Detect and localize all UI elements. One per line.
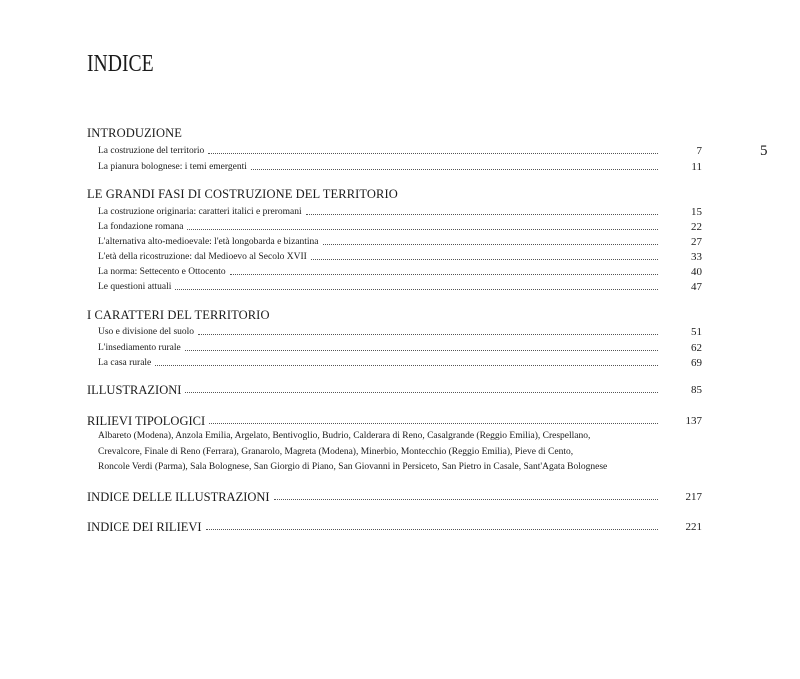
section-heading-indice-rilievi: INDICE DEI RILIEVI: [87, 520, 202, 534]
leader-dots: [311, 259, 658, 260]
toc-entry-page: 11: [691, 161, 702, 173]
toc-entry-label: L'alternativa alto-medioevale: l'età longobarda e bizantina: [98, 237, 319, 247]
toc-entry-page: 27: [691, 236, 702, 248]
toc-entry-page: 85: [691, 384, 702, 396]
toc-entry-illustrazioni[interactable]: [87, 380, 702, 396]
rilievi-places-list: [98, 429, 618, 476]
toc-entry[interactable]: [98, 217, 702, 233]
toc-entry-label: L'insediamento rurale: [98, 343, 181, 353]
toc-entry[interactable]: [98, 202, 702, 218]
toc-entry[interactable]: [98, 322, 702, 338]
section-heading-grandi-fasi: LE GRANDI FASI DI COSTRUZIONE DEL TERRITORIO: [87, 187, 398, 201]
toc-entry-page: 137: [685, 415, 702, 427]
toc-entry-label: La pianura bolognese: i temi emergenti: [98, 162, 247, 172]
section-heading-caratteri: I CARATTERI DEL TERRITORIO: [87, 308, 270, 322]
toc-entry-label: La fondazione romana: [98, 222, 184, 232]
section-heading-indice-illustrazioni: INDICE DELLE ILLUSTRAZIONI: [87, 490, 270, 504]
section-heading-illustrazioni: ILLUSTRAZIONI: [87, 383, 182, 397]
leader-dots: [208, 153, 658, 154]
toc-entry[interactable]: [98, 353, 702, 369]
toc-entry[interactable]: [98, 277, 702, 293]
toc-entry-label: La costruzione del territorio: [98, 146, 205, 156]
leader-dots: [251, 169, 658, 170]
toc-entry-page: 40: [691, 266, 702, 278]
toc-entry-page: 47: [691, 281, 702, 293]
toc-entry-label: La casa rurale: [98, 358, 152, 368]
toc-entry-page: 22: [691, 221, 702, 233]
toc-entry[interactable]: [98, 338, 702, 354]
leader-dots: [185, 350, 658, 351]
leader-dots: [323, 244, 658, 245]
toc-entry-page: 7: [696, 145, 702, 157]
page-number: 5: [760, 143, 768, 159]
toc-entry-page: 62: [691, 342, 702, 354]
places-line: Albareto (Modena), Anzola Emilia, Argelato, Bentivoglio, Budrio, Calderara di Reno, Casalgrande (Reggio Emilia), Crespellano,: [98, 431, 591, 441]
toc-entry-label: La norma: Settecento e Ottocento: [98, 267, 226, 277]
toc-entry-rilievi[interactable]: [87, 411, 702, 427]
leader-dots: [230, 274, 658, 275]
toc-entry-page: 69: [691, 357, 702, 369]
toc-entry-page: 217: [685, 491, 702, 503]
toc-entry[interactable]: [98, 247, 702, 263]
toc-entry-page: 15: [691, 206, 702, 218]
places-line: Roncole Verdi (Parma), Sala Bolognese, San Giorgio di Piano, San Giovanni in Persiceto, San Pietro in Casale, Sant'Agata Bolognese: [98, 462, 608, 473]
toc-entry-page: 221: [685, 521, 702, 533]
toc-entry-indice-illustrazioni[interactable]: [87, 487, 702, 503]
section-heading-rilievi: RILIEVI TIPOLOGICI: [87, 414, 206, 428]
toc-entry-label: L'età della ricostruzione: dal Medioevo al Secolo XVII: [98, 252, 307, 262]
toc-entry[interactable]: [98, 141, 702, 157]
page-title: INDICE: [87, 51, 154, 77]
leader-dots: [306, 214, 658, 215]
leader-dots: [187, 229, 658, 230]
toc-entry-label: Uso e divisione del suolo: [98, 327, 195, 337]
toc-entry-label: La costruzione originaria: caratteri italici e preromani: [98, 207, 302, 217]
toc-entry-label: Le questioni attuali: [98, 282, 172, 292]
leader-dots: [274, 499, 658, 500]
leader-dots: [175, 289, 658, 290]
leader-dots: [185, 392, 658, 393]
leader-dots: [198, 334, 658, 335]
toc-entry[interactable]: [98, 232, 702, 248]
leader-dots: [155, 365, 658, 366]
places-line: Crevalcore, Finale di Reno (Ferrara), Granarolo, Magreta (Modena), Minerbio, Montecchio (Reggio Emilia), Pieve di Cento,: [98, 446, 574, 457]
section-heading-introduzione: INTRODUZIONE: [87, 126, 182, 140]
toc-entry-page: 33: [691, 251, 702, 263]
toc-entry[interactable]: [98, 157, 702, 173]
toc-entry-page: 51: [691, 326, 702, 338]
leader-dots: [206, 529, 658, 530]
leader-dots: [209, 423, 658, 424]
toc-entry-indice-rilievi[interactable]: [87, 517, 702, 533]
toc-entry[interactable]: [98, 262, 702, 278]
